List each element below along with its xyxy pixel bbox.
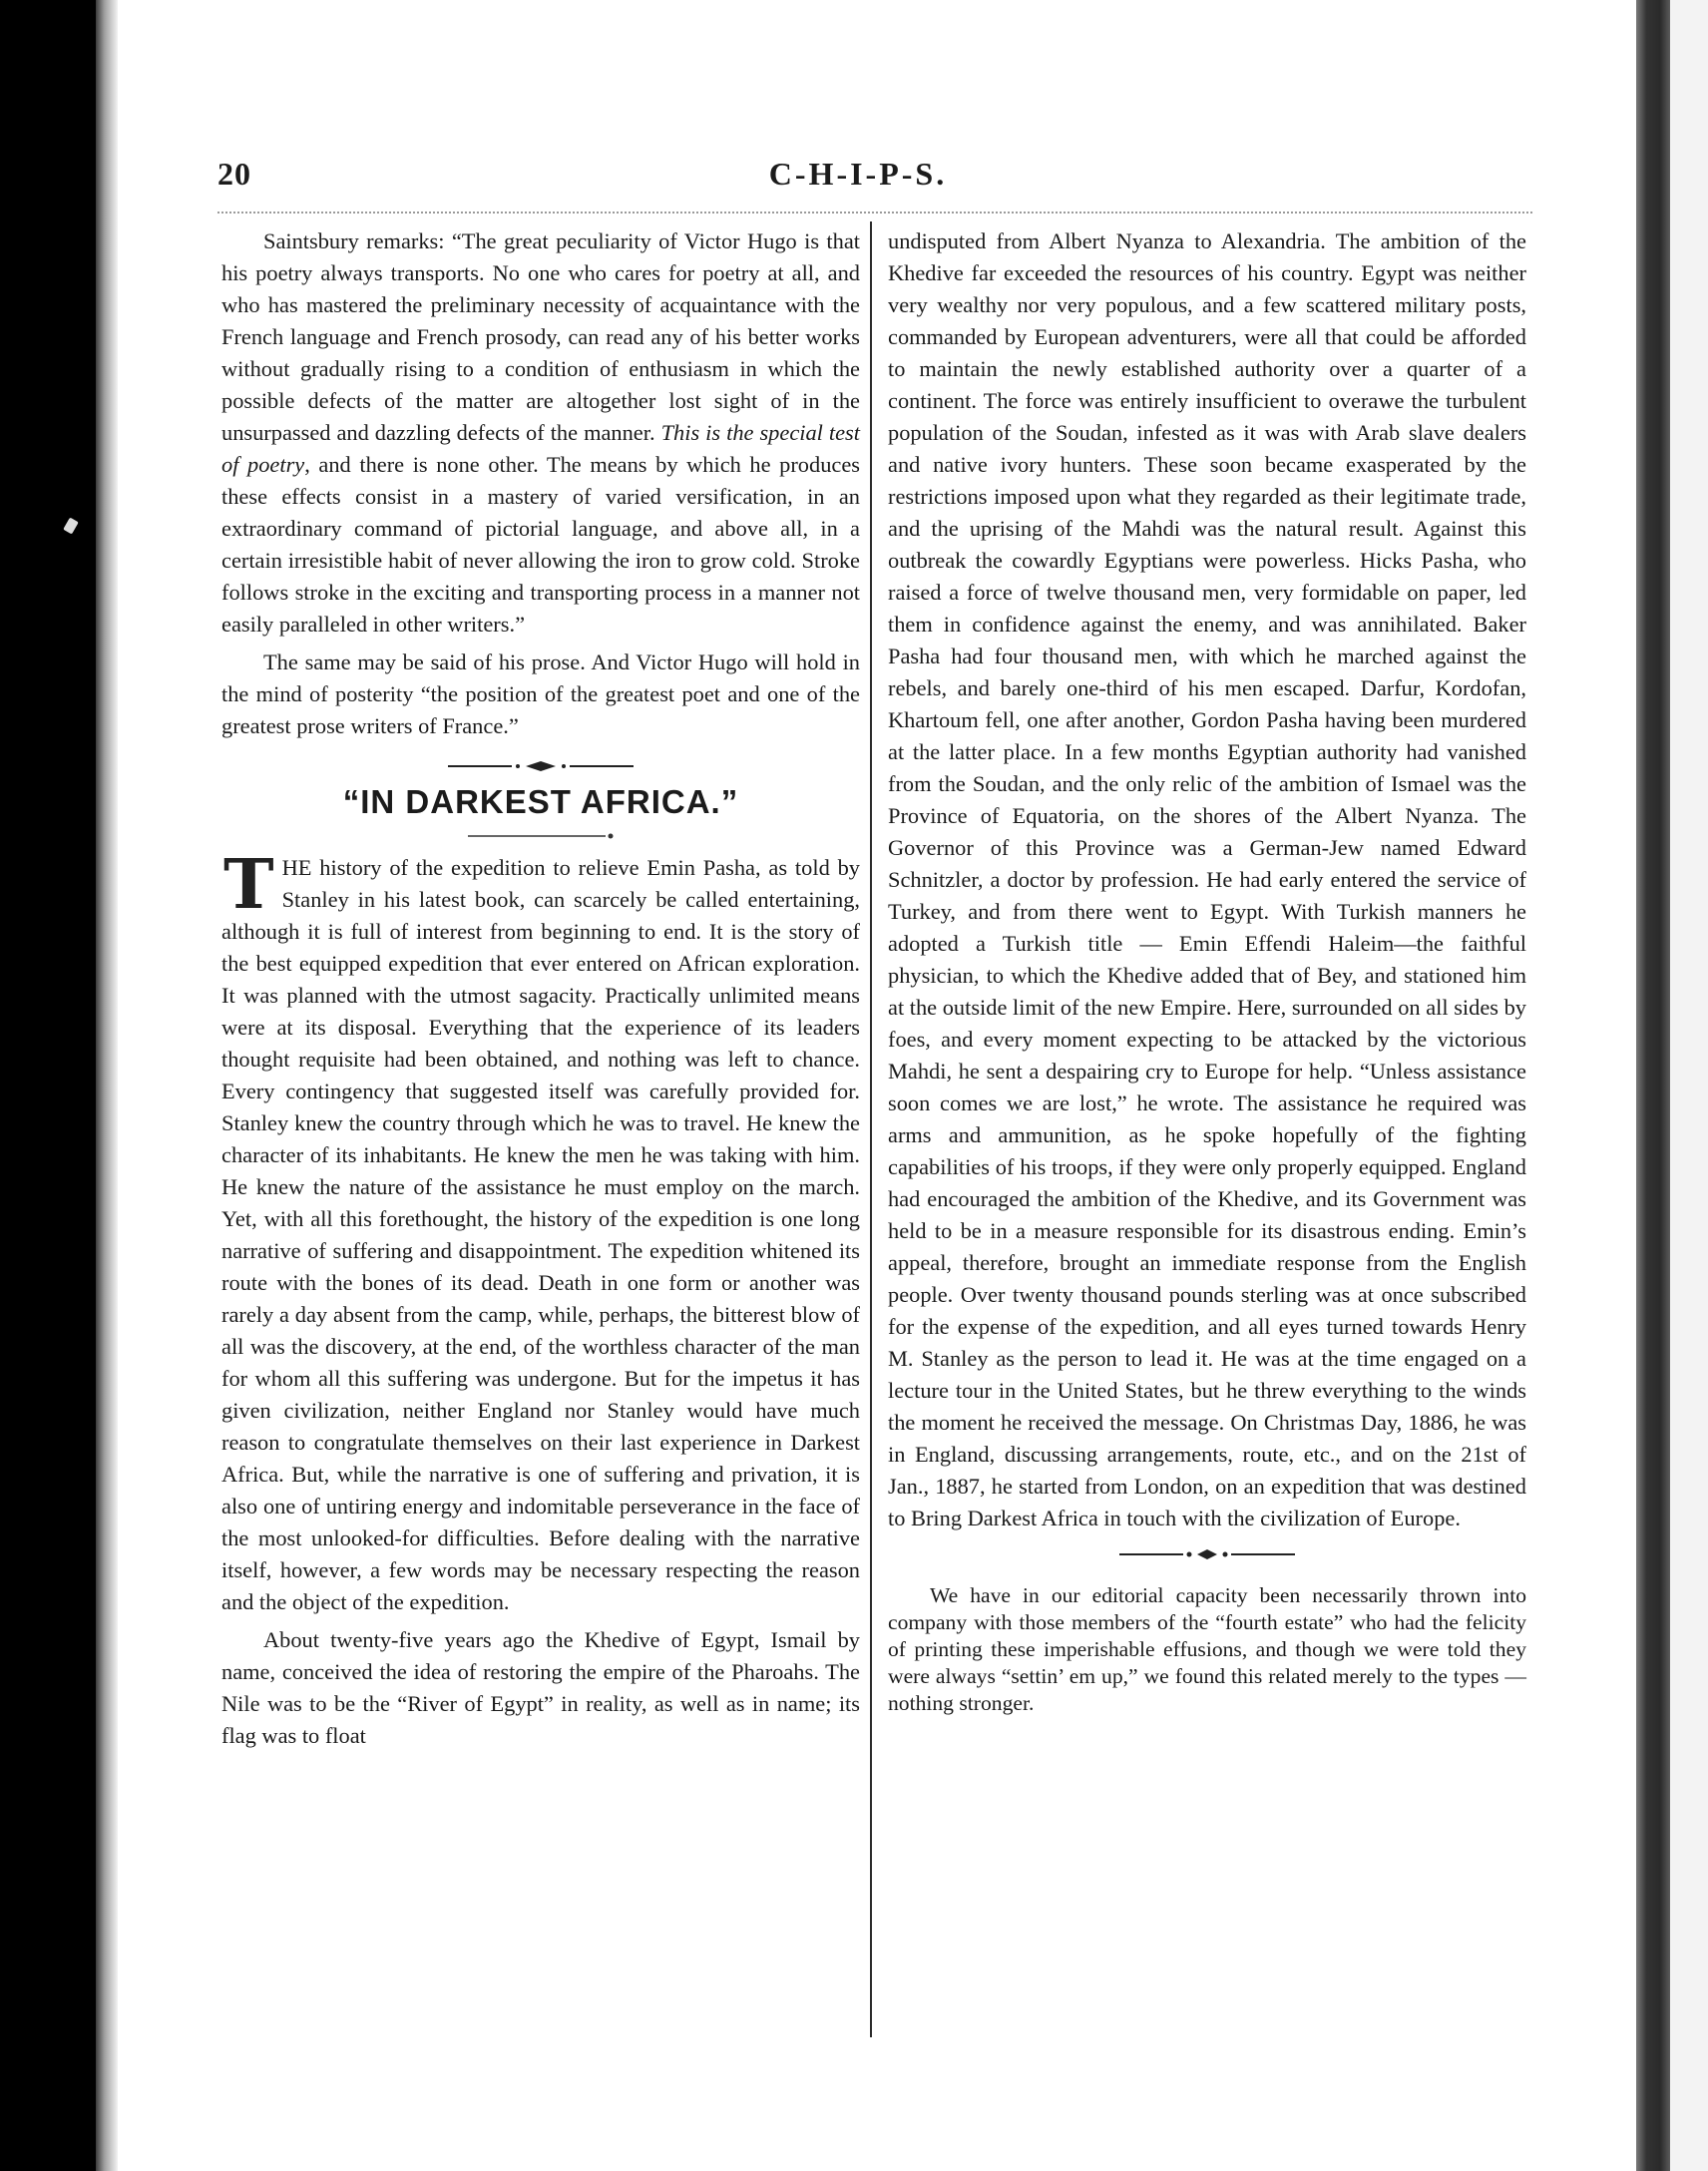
- editorial-note: We have in our editorial capacity been necessarily thrown into company with those members of the “fourth estate” who had the felicity of printing these imperishable effusions, and though we were told they were always “settin’ em up,” we found this related merely to the types —nothing stronger.: [888, 1583, 1526, 1715]
- article-paragraph-1: [221, 845, 860, 1618]
- page-number: 20: [217, 156, 251, 192]
- saintsbury-quote-paragraph: [221, 225, 860, 641]
- quote-italic-phrase: This is the special test of poetry: [221, 420, 860, 477]
- section-ornament: [446, 760, 636, 772]
- scan-next-page-edge: [1670, 0, 1708, 2171]
- article-paragraph-2: About twenty-five years ago the Khedive of Egypt, Ismail by name, conceived the idea of restoring the empire of the Pharoahs. The Nile was to be the “River of Egypt” in reality, as well as in name; its flag was to float: [221, 1627, 860, 1748]
- article-title: “IN DARKEST AFRICA.”: [342, 783, 739, 820]
- title-rule: [466, 832, 616, 840]
- running-title: C-H-I-P-S.: [768, 156, 948, 192]
- prose-paragraph: The same may be said of his prose. And Victor Hugo will hold in the mind of posterity “the position of the greatest poet and one of the greatest prose writers of France.”: [221, 650, 860, 738]
- scan-left-shadow: [96, 0, 118, 2171]
- quote-text-part1: Saintsbury remarks: “The great peculiarity of Victor Hugo is that his poetry always transports. No one who cares for poetry at all, and who has mastered the preliminary necessity of acquaintance with the French language and French prosody, can read any of his better works without gradually rising to a condition of enthusiasm in which the possible defects of the matter are altogether lost sight of in the unsurpassed and dazzling defects of the manner.: [221, 228, 860, 445]
- scan-left-border: [0, 0, 96, 2171]
- section-ornament-2: [1117, 1548, 1297, 1560]
- drop-cap: T: [223, 845, 274, 925]
- quote-text-part2: , and there is none other. The means by which he produces these effects consist in a mastery of varied versification, in an extraordinary command of pictorial language, and above all, in a certain irresistible habit of never allowing the iron to grow cold. Stroke follows stroke in the exciting and transporting process in a manner not easily paralleled in other writers.”: [221, 452, 860, 637]
- scan-right-binding: [1636, 0, 1670, 2171]
- article-paragraph-1-text: HE history of the expedition to relieve Emin Pasha, as told by Stanley in his latest book, can scarcely be called entertaining, although it is full of interest from beginning to end. It is the story of the best equipped expedition that ever entered on African exploration. It was planned with the utmost sagacity. Practically unlimited means were at its disposal. Everything that the experience of its leaders thought requisite had been obtained, and nothing was left to chance. Every contingency that suggested itself was carefully provided for. Stanley knew the country through which he was to travel. He knew the character of its inhabitants. He knew the men he was taking with him. He knew the nature of the assistance he must employ on the march. Yet, with all this forethought, the history of the expedition is one long narrative of suffering and disappointment. The expedition whitened its route with the bones of its dead. Death in one form or another was rarely a day absent from the camp, while, perhaps, the bitterest blow of all was the discovery, at the end, of the worthless character of the man for whom all this suffering was undergone. But for the impetus it has given civilization, neither England nor Stanley would have much reason to congratulate themselves on their last experience in Darkest Africa. But, while the narrative is one of suffering and privation, it is also one of untiring energy and indomitable perseverance in the face of the most unlooked-for difficulties. Before dealing with the narrative itself, however, a few words may be necessary respecting the reason and the object of the expedition.: [221, 855, 860, 1614]
- header-rule: [217, 212, 1532, 214]
- column-rule: [870, 221, 872, 2037]
- right-column: [888, 225, 1526, 1717]
- article-continuation: undisputed from Albert Nyanza to Alexandria. The ambition of the Khedive far exceeded the resources of his country. Egypt was neither very wealthy nor very populous, and a few scattered military posts, commanded by European adventurers, were all that could be afforded to maintain the newly established authority over a quarter of a continent. The force was entirely insufficient to overawe the turbulent population of the Soudan, infested as it was with Arab slave dealers and native ivory hunters. These soon became exasperated by the restrictions imposed upon what they regarded as their legitimate trade, and the uprising of the Mahdi was the natural result. Against this outbreak the cowardly Egyptians were powerless. Hicks Pasha, who raised a force of twelve thousand men, very formidable on paper, led them in confidence against the enemy, and was annihilated. Baker Pasha had four thousand men, with which he marched against the rebels, and barely one-third of his men escaped. Darfur, Kordofan, Khartoum fell, one after another, Gordon Pasha having been murdered at the latter place. In a few months Egyptian authority had vanished from the Soudan, and the only relic of the ambition of Ismael was the Province of Equatoria, on the shores of the Albert Nyanza. The Governor of this Province was a German-Jew named Edward Schnitzler, a doctor by profession. He had early entered the service of Turkey, and from there went to Egypt. With Turkish manners he adopted a Turkish title — Emin Effendi Haleim—the faithful physician, to which the Khedive added that of Bey, and stationed him at the outside limit of the new Empire. Here, surrounded on all sides by foes, and every moment expecting to be attacked by the victorious Mahdi, he sent a despairing cry to Europe for help. “Unless assistance soon comes we are lost,” he wrote. The assistance he required was arms and ammunition, as he spoke hopefully of the fighting capabilities of his troops, if they were only properly equipped. England had encouraged the ambition of the Khedive, and its Government was held to be in a measure responsible for its disastrous ending. Emin’s appeal, therefore, brought an immediate response from the English people. Over twenty thousand pounds sterling was at once subscribed for the expense of the expedition, and all eyes turned towards Henry M. Stanley as the person to lead it. He was at the time engaged on a lecture tour in the United States, but he threw everything to the winds the moment he received the message. On Christmas Day, 1886, he was in England, discussing arrangements, route, etc., and on the 21st of Jan., 1887, he started from London, on an expedition that was destined to Bring Darkest Africa in touch with the civilization of Europe.: [888, 228, 1526, 1530]
- left-column: [221, 225, 860, 1752]
